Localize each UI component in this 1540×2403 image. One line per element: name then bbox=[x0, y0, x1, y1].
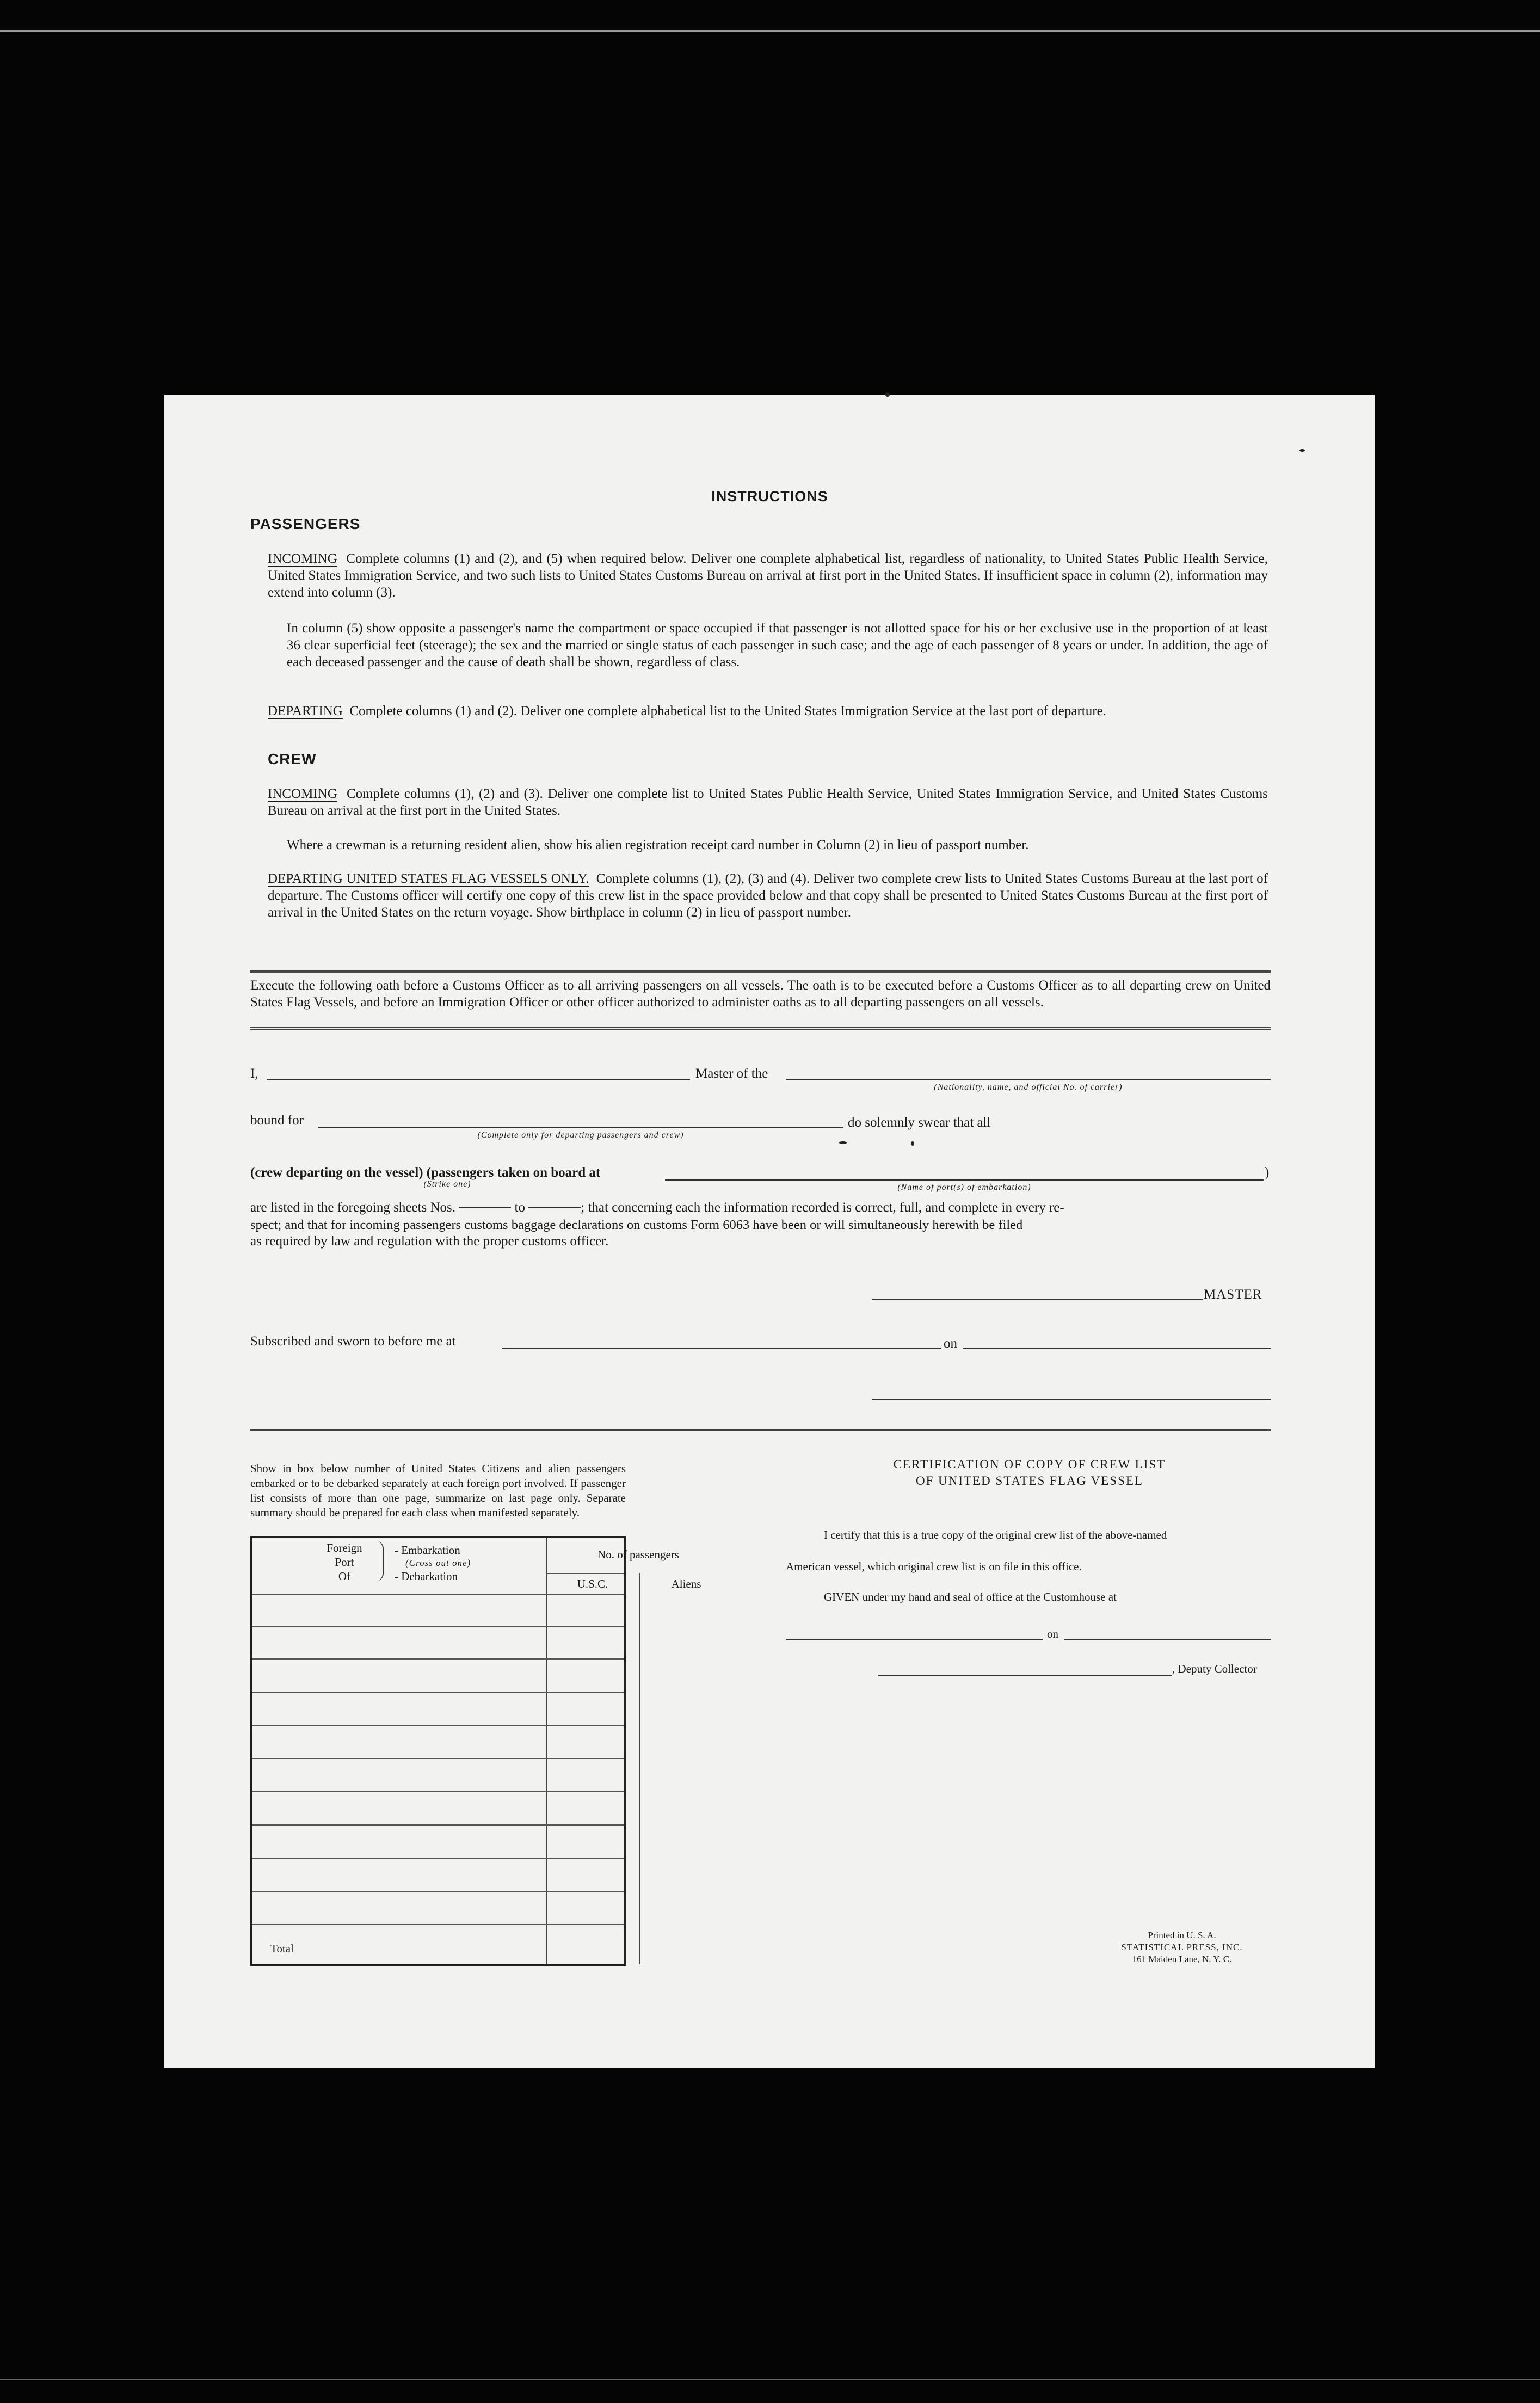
deputy-signature-field[interactable] bbox=[878, 1675, 1172, 1676]
form-page bbox=[164, 395, 1375, 2068]
sheet-to-field[interactable] bbox=[528, 1207, 581, 1208]
total-label: Total bbox=[270, 1942, 294, 1955]
table-row-line bbox=[252, 1626, 624, 1627]
paper-speck bbox=[885, 392, 890, 397]
master-signature-field[interactable] bbox=[872, 1299, 1203, 1300]
passengers-heading: PASSENGERS bbox=[250, 515, 361, 532]
brace-icon bbox=[375, 1541, 384, 1581]
carrier-field[interactable] bbox=[786, 1079, 1271, 1080]
table-row-line bbox=[252, 1858, 624, 1859]
table-row-line bbox=[252, 1692, 624, 1693]
passengers-departing-text: Complete columns (1) and (2). Deliver one complete alphabetical list to the United States Immigration Service at the last port of departure. bbox=[349, 704, 1106, 718]
officer-signature-field[interactable] bbox=[872, 1399, 1271, 1400]
certification-on: on bbox=[1047, 1627, 1058, 1640]
oath-listed-line-4: as required by law and regulation with the proper customs officer. bbox=[250, 1234, 609, 1249]
listed-to-text: to bbox=[514, 1200, 525, 1215]
crew-departing-paragraph bbox=[268, 870, 1268, 921]
oath-listed-line-3: spect; and that for incoming passengers customs baggage declarations on customs Form 6063 have been or will simultaneously herewith be filed bbox=[250, 1218, 1023, 1232]
paper-speck bbox=[911, 1141, 914, 1146]
subscribed-text: Subscribed and sworn to before me at bbox=[250, 1334, 456, 1349]
cross-out-caption: (Cross out one) bbox=[405, 1558, 471, 1568]
table-row-line bbox=[252, 1791, 624, 1792]
oath-master-of-the: Master of the bbox=[695, 1066, 768, 1081]
paper-speck bbox=[839, 1141, 847, 1144]
listed-correct-text: ; that concerning each the information recorded is correct, full, and complete in every re- bbox=[581, 1200, 1064, 1215]
aliens-header: Aliens bbox=[671, 1577, 701, 1590]
oath-bound-for: bound for bbox=[250, 1113, 304, 1128]
port-embarkation-field[interactable] bbox=[665, 1179, 1264, 1181]
table-row-line bbox=[252, 1824, 624, 1826]
certification-line-1: I certify that this is a true copy of the original crew list of the above-named bbox=[824, 1528, 1167, 1541]
sworn-date-field[interactable] bbox=[963, 1348, 1271, 1349]
oath-swear-text: do solemnly swear that all bbox=[848, 1115, 991, 1130]
oath-instruction-paragraph: Execute the following oath before a Customs Officer as to all arriving passengers on all vessels. The oath is to be executed before a Customs Officer as to all departing crew on United States Flag Vessels, and before an Immigration Officer or other officer authorized to administer oaths as to all departing passengers on all vessels. bbox=[250, 978, 1271, 1010]
crew-departing-label: DEPARTING UNITED STATES FLAG VESSELS ONLY. bbox=[268, 871, 589, 886]
printer-line-1: Printed in U. S. A. bbox=[1148, 1930, 1216, 1940]
table-row-line bbox=[252, 1725, 624, 1726]
table-row-line bbox=[252, 1658, 624, 1660]
instructions-title: INSTRUCTIONS bbox=[711, 488, 828, 505]
table-row-line bbox=[252, 1758, 624, 1759]
certification-line-2: American vessel, which original crew list is on file in this office. bbox=[786, 1560, 1082, 1573]
oath-listed-line-1 bbox=[250, 1199, 1271, 1216]
master-name-field[interactable] bbox=[267, 1079, 690, 1080]
passengers-departing-label: DEPARTING bbox=[268, 704, 343, 718]
passengers-incoming-label: INCOMING bbox=[268, 551, 337, 566]
printer-line-3: 161 Maiden Lane, N. Y. C. bbox=[1132, 1954, 1232, 1964]
passengers-departing-paragraph bbox=[268, 703, 1268, 720]
passengers-incoming-text: Complete columns (1) and (2), and (5) when required below. Deliver one complete alphabetical list, regardless of nationality, to United States Public Health Service, United States Immigration Service, and two such lists to United States Customs Bureau on arrival at first port in the United States. If insufficient space in column (2), information may extend into column (3). bbox=[268, 551, 1268, 600]
table-column-divider bbox=[546, 1538, 547, 1964]
master-label: MASTER bbox=[1204, 1287, 1262, 1302]
carrier-caption: (Nationality, name, and official No. of carrier) bbox=[934, 1083, 1123, 1092]
film-edge-line bbox=[0, 2379, 1540, 2380]
certification-line-3: GIVEN under my hand and seal of office at the Customhouse at bbox=[824, 1590, 1117, 1603]
foreign-label: Foreign bbox=[327, 1541, 362, 1554]
passengers-incoming-paragraph bbox=[268, 550, 1268, 601]
divider-double-rule bbox=[250, 1027, 1271, 1030]
port-label: Port bbox=[335, 1556, 354, 1569]
oath-close-paren: ) bbox=[1265, 1165, 1270, 1180]
bound-caption: (Complete only for departing passengers and crew) bbox=[477, 1130, 684, 1140]
oath-i-label: I, bbox=[250, 1066, 258, 1081]
debarkation-label: - Debarkation bbox=[395, 1570, 458, 1583]
embarkation-label: - Embarkation bbox=[395, 1544, 460, 1557]
table-column-divider bbox=[639, 1573, 640, 1964]
of-label: Of bbox=[338, 1570, 351, 1583]
oath-crew-departing: (crew departing on the vessel) (passengers taken on board at bbox=[250, 1165, 601, 1180]
divider-double-rule bbox=[250, 1429, 1271, 1431]
crew-heading: CREW bbox=[268, 751, 317, 767]
strike-one-caption: (Strike one) bbox=[423, 1179, 471, 1189]
customhouse-field[interactable] bbox=[786, 1639, 1043, 1640]
paper-speck bbox=[1299, 449, 1305, 452]
table-row-line bbox=[252, 1924, 624, 1925]
film-edge-line bbox=[0, 30, 1540, 32]
listed-sheets-text: are listed in the foregoing sheets Nos. bbox=[250, 1200, 455, 1215]
bound-for-field[interactable] bbox=[318, 1127, 843, 1128]
table-header-split bbox=[546, 1573, 624, 1574]
passengers-column5-paragraph: In column (5) show opposite a passenger's name the compartment or space occupied if that passenger is not allotted space for his or her exclusive use in the proportion of at least 36 clear superficial feet (steerage); the sex and the married or single status of each passenger in such case; and the age of each passenger of 8 years or under. In addition, the age of each deceased passenger and the cause of death shall be shown, regardless of class. bbox=[287, 621, 1268, 669]
no-passengers-header: No. of passengers bbox=[597, 1548, 679, 1561]
certification-title-1: CERTIFICATION OF COPY OF CREW LIST bbox=[893, 1458, 1166, 1471]
printer-line-2: STATISTICAL PRESS, INC. bbox=[1121, 1942, 1243, 1952]
table-header-bottom bbox=[252, 1594, 624, 1595]
port-caption: (Name of port(s) of embarkation) bbox=[897, 1183, 1031, 1192]
crew-resident-paragraph: Where a crewman is a returning resident alien, show his alien registration receipt card number in Column (2) in lieu of passport number. bbox=[287, 838, 1029, 852]
summary-note: Show in box below number of United States Citizens and alien passengers embarked or to be debarked separately at each foreign port involved. If passenger list consists of more than one page, summarize on last page only. Separate summary should be prepared for each class when manifested separately. bbox=[250, 1462, 626, 1519]
subscribed-on: on bbox=[944, 1336, 957, 1351]
crew-incoming-paragraph bbox=[268, 785, 1268, 819]
sheet-from-field[interactable] bbox=[459, 1207, 511, 1208]
certification-title-2: OF UNITED STATES FLAG VESSEL bbox=[916, 1474, 1143, 1488]
certification-date-field[interactable] bbox=[1064, 1639, 1271, 1640]
table-row-line bbox=[252, 1891, 624, 1892]
crew-incoming-label: INCOMING bbox=[268, 786, 337, 801]
crew-incoming-text: Complete columns (1), (2) and (3). Deliver one complete list to United States Public Health Service, United States Immigration Service, and United States Customs Bureau on arrival at the first port in the United States. bbox=[268, 786, 1268, 818]
usc-header: U.S.C. bbox=[577, 1577, 608, 1590]
passenger-summary-table bbox=[250, 1536, 701, 1966]
sworn-place-field[interactable] bbox=[502, 1348, 941, 1349]
crew-departing-text: Complete columns (1), (2), (3) and (4). Deliver two complete crew lists to United States Customs Bureau at the last port of departure. The Customs officer will certify one copy of this crew list in the space provided below and that copy shall be presented to United States Customs Bureau at the first port of arrival in the United States on the return voyage. Show birthplace in column (2) in lieu of passport number. bbox=[268, 871, 1268, 920]
deputy-collector-label: , Deputy Collector bbox=[1172, 1662, 1257, 1675]
